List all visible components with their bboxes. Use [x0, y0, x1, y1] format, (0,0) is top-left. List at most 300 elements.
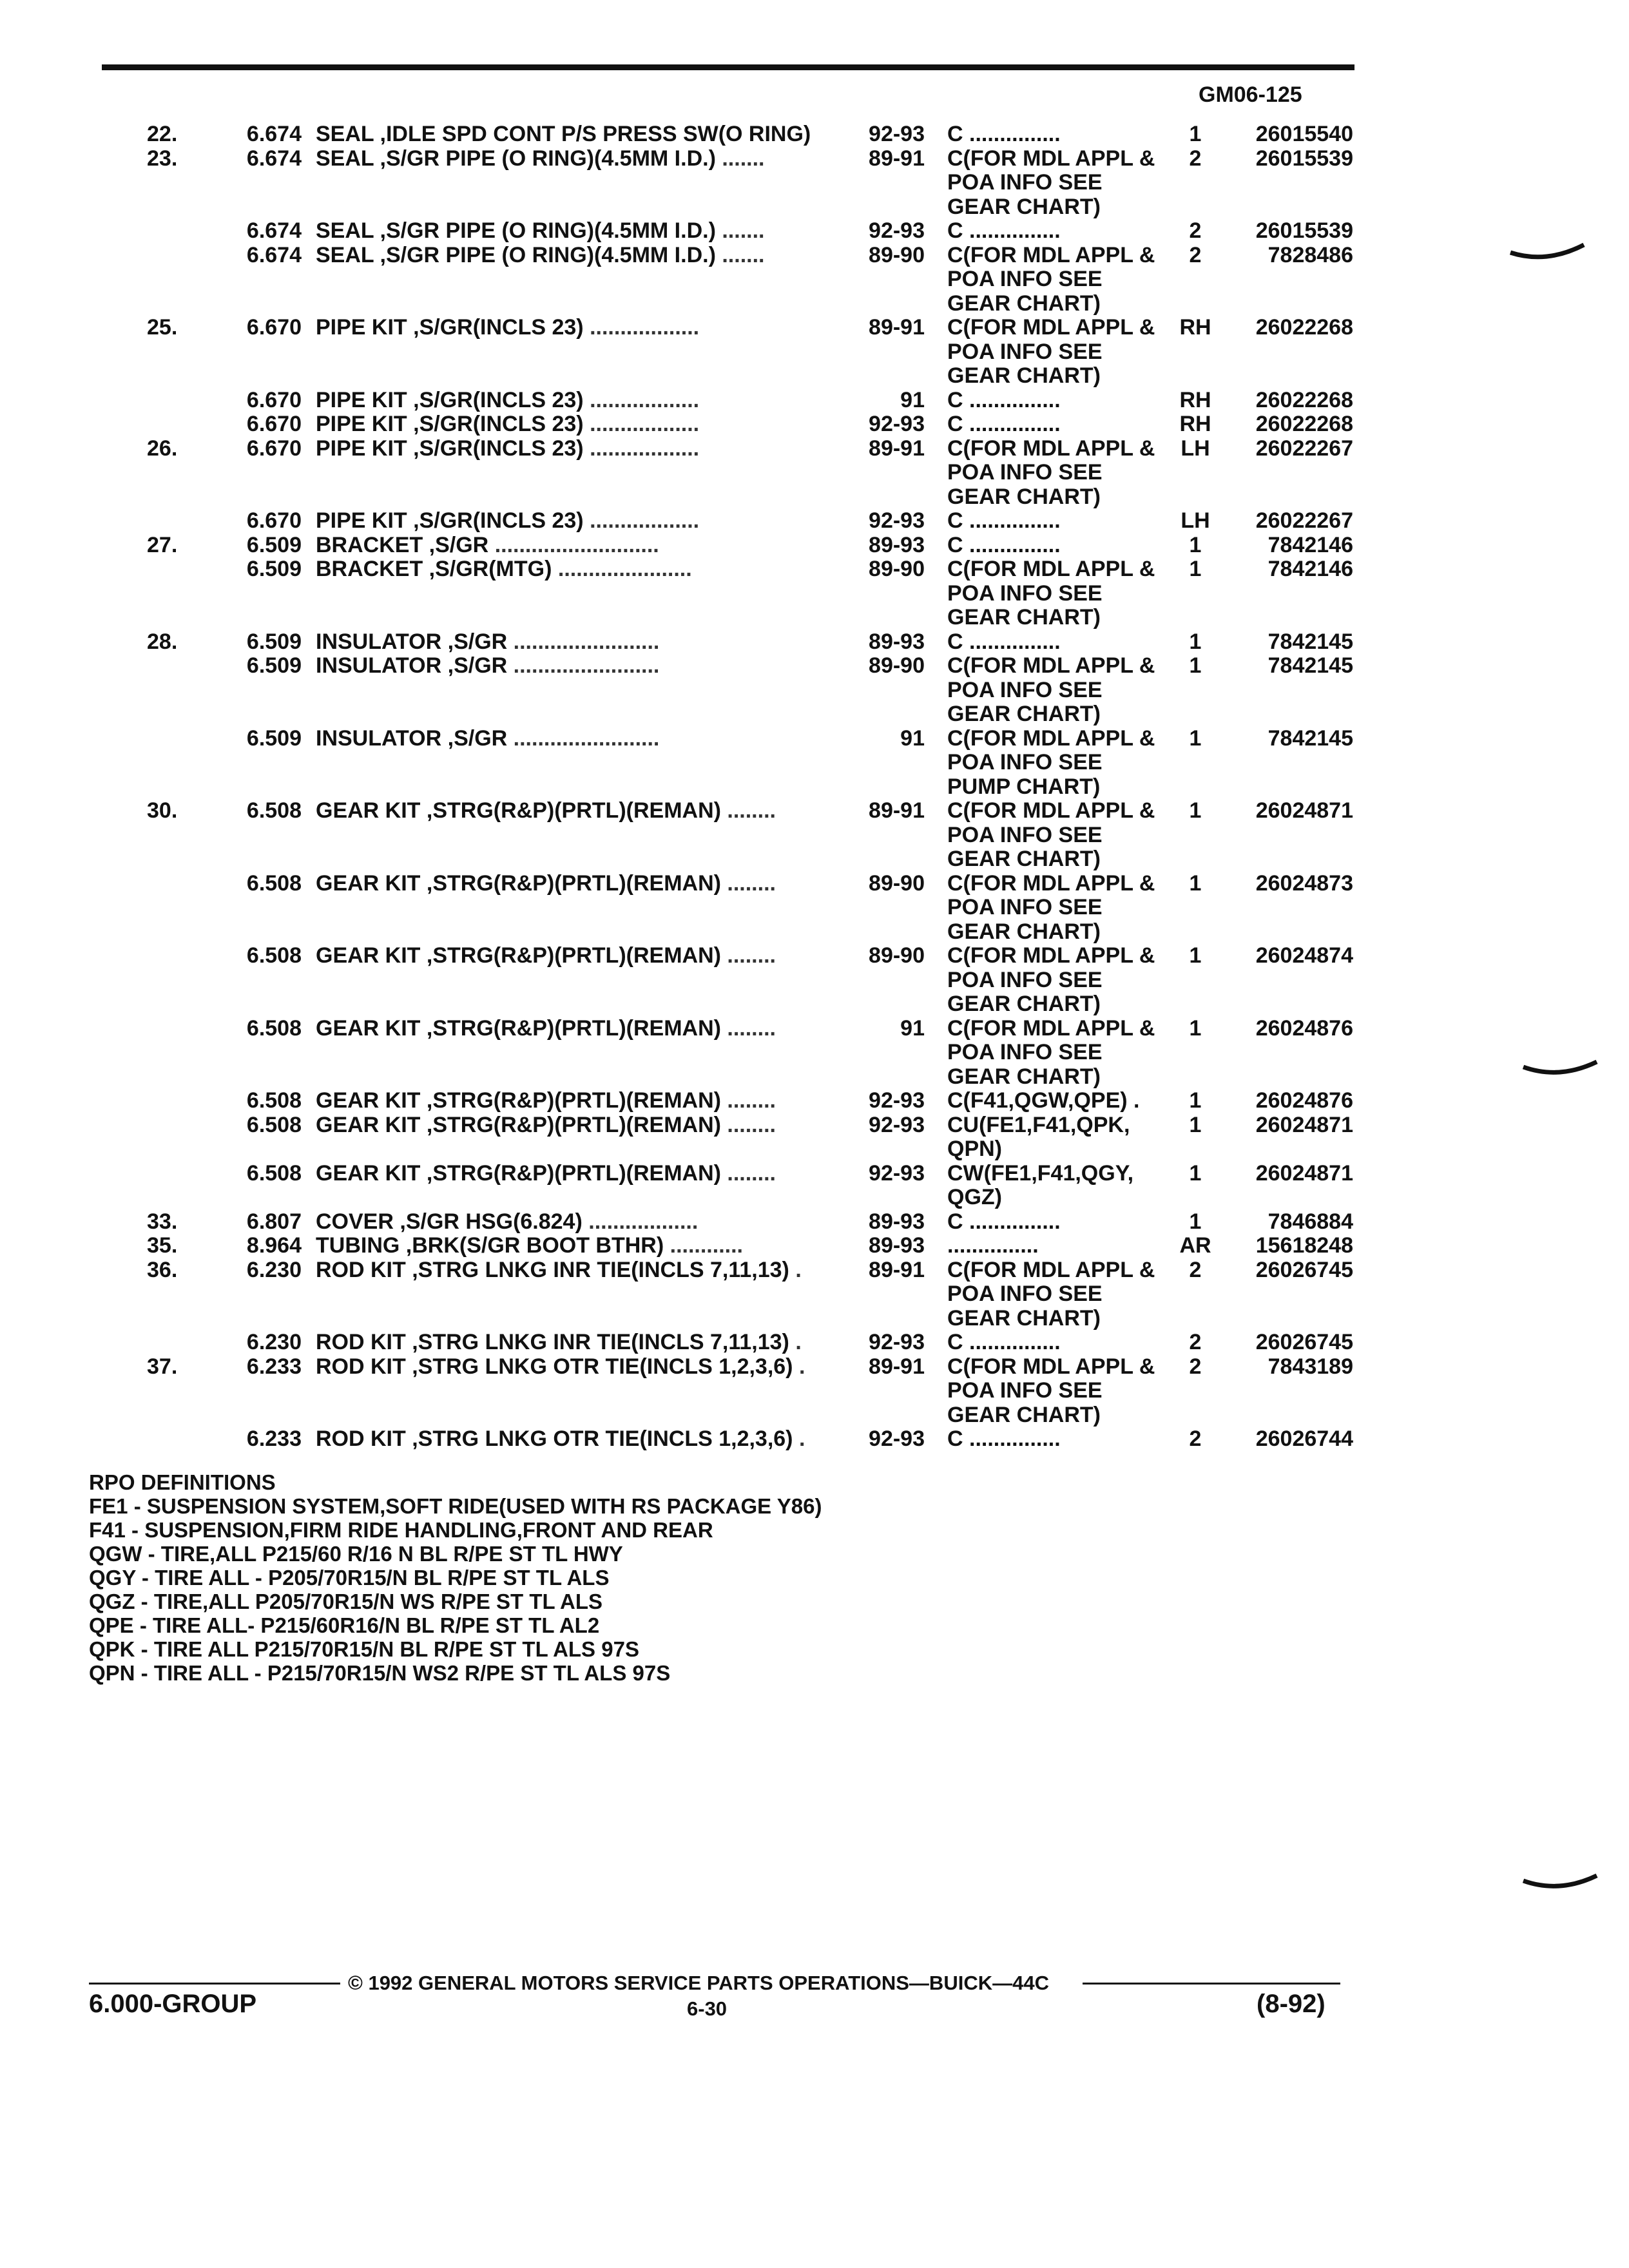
table-row — [0, 364, 1629, 389]
model-years: 89-90 — [869, 653, 925, 678]
rpo-title: RPO DEFINITIONS — [89, 1470, 276, 1494]
part-name: ROD KIT — [316, 1331, 406, 1354]
group-number: 6.508 — [246, 1112, 302, 1137]
table-row — [0, 968, 1629, 993]
table-row — [0, 1307, 1629, 1331]
part-description — [316, 1017, 863, 1041]
model-years: 89-93 — [869, 532, 925, 557]
part-name: PIPE KIT — [316, 388, 407, 412]
dot-leader: . — [793, 1354, 805, 1379]
part-description — [316, 799, 863, 823]
part-desc-detail: ,S/GR PIPE (O RING)(4.5MM I.D.) — [374, 243, 716, 267]
table-row — [0, 799, 1629, 823]
quantity: 1 — [1189, 1088, 1202, 1113]
part-desc-detail: ,BRK(S/GR BOOT BTHR) — [400, 1234, 664, 1258]
table-row — [0, 1041, 1629, 1065]
part-name: SEAL — [316, 146, 374, 171]
quantity: 1 — [1189, 1209, 1202, 1234]
application: C ............... — [947, 1209, 1061, 1234]
model-years: 89-91 — [869, 436, 925, 461]
group-number: 6.508 — [246, 943, 302, 968]
quantity: 2 — [1189, 1427, 1202, 1451]
quantity: 2 — [1189, 1257, 1202, 1282]
dot-leader: .................. — [582, 1209, 699, 1234]
group-number: 6.674 — [246, 242, 302, 267]
part-name: GEAR KIT — [316, 799, 421, 823]
part-name: SEAL — [316, 219, 374, 243]
ref-number: 25. — [147, 315, 178, 340]
dot-leader: .................. — [583, 509, 700, 533]
quantity: 1 — [1189, 653, 1202, 678]
part-desc-detail: ,S/GR(INCLS 23) — [407, 316, 584, 340]
group-number: 6.233 — [246, 1354, 302, 1379]
part-description — [316, 727, 863, 751]
table-row — [0, 461, 1629, 485]
model-years: 92-93 — [869, 218, 925, 243]
part-name: INSULATOR — [316, 726, 442, 751]
ref-number: 30. — [147, 798, 178, 823]
group-number: 6.508 — [246, 1088, 302, 1113]
part-name: INSULATOR — [316, 629, 442, 654]
table-row — [0, 316, 1629, 340]
table-row — [0, 1331, 1629, 1355]
application: POA INFO SEE — [947, 1379, 1103, 1403]
part-number: 26024874 — [1255, 943, 1353, 968]
dot-leader: .................. — [583, 436, 700, 461]
quantity: RH — [1179, 387, 1211, 412]
dot-leader: ........ — [720, 1161, 776, 1186]
part-number: 7842145 — [1268, 653, 1353, 678]
part-desc-detail: ,STRG LNKG OTR TIE(INCLS 1,2,3,6) — [405, 1354, 793, 1379]
application: C(FOR MDL APPL & — [947, 1016, 1155, 1041]
table-row — [0, 1162, 1629, 1186]
footer-group: 6.000-GROUP — [89, 1990, 257, 2018]
table-row — [0, 389, 1629, 413]
quantity: 2 — [1189, 1354, 1202, 1379]
model-years: 92-93 — [869, 1330, 925, 1354]
table-row — [0, 509, 1629, 533]
table-row — [0, 823, 1629, 848]
ref-number: 23. — [147, 146, 178, 171]
application: C(FOR MDL APPL & — [947, 944, 1155, 968]
part-desc-detail: ,S/GR — [441, 629, 508, 654]
table-row — [0, 1137, 1629, 1162]
application: GEAR CHART) — [947, 702, 1101, 726]
quantity: 1 — [1189, 1160, 1202, 1186]
table-row — [0, 702, 1629, 727]
quantity: RH — [1179, 412, 1211, 436]
application: C ............... — [947, 388, 1061, 412]
application: C(FOR MDL APPL & — [947, 726, 1155, 751]
table-row — [0, 1089, 1629, 1113]
dot-leader: . — [789, 1331, 802, 1354]
group-number: 6.230 — [246, 1330, 302, 1354]
table-row — [0, 944, 1629, 968]
dot-leader: ........ — [720, 944, 776, 968]
table-row — [0, 872, 1629, 896]
part-name: PIPE KIT — [316, 509, 407, 533]
group-number: 6.670 — [246, 315, 302, 340]
part-desc-detail: ,S/GR(INCLS 23) — [407, 388, 584, 412]
application: QGZ) — [947, 1186, 1002, 1209]
quantity: LH — [1181, 436, 1210, 461]
group-number: 6.670 — [246, 412, 302, 436]
application: C(FOR MDL APPL & — [947, 316, 1155, 340]
model-years: 89-90 — [869, 870, 925, 896]
margin-mark-2 — [1521, 1057, 1605, 1089]
model-years: 91 — [900, 726, 925, 751]
model-years: 89-91 — [869, 146, 925, 171]
application: GEAR CHART) — [947, 485, 1101, 509]
part-number: 26015539 — [1255, 146, 1353, 171]
dot-leader: .................. — [583, 388, 700, 412]
table-row — [0, 195, 1629, 220]
part-description — [316, 1331, 863, 1355]
part-name: GEAR KIT — [316, 1113, 421, 1137]
application: C(FOR MDL APPL & — [947, 871, 1155, 896]
footer-date: (8-92) — [1257, 1990, 1325, 2018]
quantity: 1 — [1189, 726, 1202, 751]
dot-leader: ........................ — [507, 654, 660, 678]
application: C ............... — [947, 533, 1061, 557]
part-desc-detail: ,S/GR — [441, 654, 508, 678]
rpo-line: QGW - TIRE,ALL P215/60 R/16 N BL R/PE ST TL HWY — [89, 1542, 623, 1566]
dot-leader: ........................ — [507, 726, 660, 751]
part-desc-detail: ,S/GR PIPE (O RING)(4.5MM I.D.) — [374, 219, 716, 243]
application: POA INFO SEE — [947, 267, 1103, 291]
table-row — [0, 340, 1629, 365]
model-years: 92-93 — [869, 122, 925, 146]
part-number: 26022268 — [1255, 387, 1353, 412]
rpo-line: QPE - TIRE ALL- P215/60R16/N BL R/PE ST TL AL2 — [89, 1613, 600, 1637]
table-row — [0, 267, 1629, 292]
application: C ............... — [947, 629, 1061, 654]
part-number: 15618248 — [1255, 1233, 1353, 1258]
application: POA INFO SEE — [947, 340, 1103, 364]
model-years: 89-91 — [869, 315, 925, 340]
application: POA INFO SEE — [947, 968, 1103, 992]
table-row — [0, 1403, 1629, 1428]
quantity: RH — [1179, 315, 1211, 340]
application: C ............... — [947, 122, 1061, 146]
application: C ............... — [947, 1427, 1061, 1451]
part-desc-detail: ,S/GR(INCLS 23) — [407, 412, 584, 436]
part-desc-detail: ,STRG(R&P)(PRTL)(REMAN) — [420, 1089, 721, 1113]
part-name: PIPE KIT — [316, 436, 407, 461]
application: POA INFO SEE — [947, 581, 1103, 606]
part-number: 26024871 — [1255, 1160, 1353, 1186]
part-number: 26026744 — [1255, 1427, 1353, 1451]
table-row — [0, 1113, 1629, 1138]
application: CU(FE1,F41,QPK, — [947, 1113, 1130, 1137]
model-years: 89-93 — [869, 1209, 925, 1234]
table-row — [0, 630, 1629, 655]
parts-list — [0, 122, 1629, 1452]
part-name: SEAL — [316, 243, 374, 267]
model-years: 92-93 — [869, 1160, 925, 1186]
ref-number: 22. — [147, 122, 178, 146]
table-row — [0, 582, 1629, 606]
table-row — [0, 244, 1629, 268]
part-description — [316, 1089, 863, 1113]
table-row — [0, 533, 1629, 558]
table-row — [0, 1210, 1629, 1235]
part-description — [316, 1234, 863, 1258]
application: GEAR CHART) — [947, 919, 1101, 944]
group-number: 6.670 — [246, 387, 302, 412]
part-number: 7843189 — [1268, 1354, 1353, 1379]
model-years: 89-93 — [869, 1233, 925, 1258]
dot-leader: ........ — [720, 1016, 776, 1041]
part-name: GEAR KIT — [316, 1016, 421, 1041]
part-desc-detail: ,S/GR PIPE (O RING)(4.5MM I.D.) — [374, 146, 716, 171]
application: CW(FE1,F41,QGY, — [947, 1161, 1134, 1186]
part-name: TUBING — [316, 1234, 400, 1258]
rpo-line: QGY - TIRE ALL - P205/70R15/N BL R/PE ST TL ALS — [89, 1566, 610, 1590]
group-number: 6.509 — [246, 653, 302, 678]
application: POA INFO SEE — [947, 823, 1103, 847]
rpo-definitions — [89, 1470, 822, 1685]
application: GEAR CHART) — [947, 291, 1101, 316]
application: C(F41,QGW,QPE) . — [947, 1089, 1140, 1113]
part-desc-detail: ,STRG(R&P)(PRTL)(REMAN) — [420, 944, 721, 968]
part-desc-detail: ,STRG(R&P)(PRTL)(REMAN) — [420, 871, 721, 896]
part-name: GEAR KIT — [316, 871, 421, 896]
part-desc-detail: ,STRG(R&P)(PRTL)(REMAN) — [420, 799, 721, 823]
dot-leader: ....... — [715, 219, 765, 243]
rpo-line: QPK - TIRE ALL P215/70R15/N BL R/PE ST TL ALS 97S — [89, 1637, 639, 1661]
part-number: 26022268 — [1255, 412, 1353, 436]
application: C(FOR MDL APPL & — [947, 557, 1155, 581]
dot-leader: ........................... — [488, 533, 659, 557]
rpo-line: FE1 - SUSPENSION SYSTEM,SOFT RIDE(USED WITH RS PACKAGE Y86) — [89, 1494, 822, 1518]
model-years: 89-90 — [869, 242, 925, 267]
application: C ............... — [947, 219, 1061, 243]
part-name: ROD KIT — [316, 1258, 406, 1282]
part-desc-detail: ,STRG(R&P)(PRTL)(REMAN) — [420, 1161, 721, 1186]
application: GEAR CHART) — [947, 195, 1101, 219]
table-row — [0, 412, 1629, 437]
part-number: 7828486 — [1268, 242, 1353, 267]
part-description — [316, 122, 863, 147]
application: C ............... — [947, 412, 1061, 436]
quantity: 1 — [1189, 532, 1202, 557]
quantity: 2 — [1189, 1330, 1202, 1354]
margin-mark-1 — [1508, 238, 1592, 271]
part-number: 7842145 — [1268, 726, 1353, 751]
dot-leader: ....... — [715, 243, 765, 267]
quantity: LH — [1181, 508, 1210, 533]
model-years: 89-90 — [869, 943, 925, 968]
dot-leader: ........ — [720, 871, 776, 896]
table-row — [0, 1282, 1629, 1307]
dot-leader: ........................ — [507, 629, 660, 654]
table-row — [0, 1065, 1629, 1090]
part-description — [316, 1427, 863, 1452]
part-name: GEAR KIT — [316, 1089, 421, 1113]
footer-copyright: © 1992 GENERAL MOTORS SERVICE PARTS OPERATIONS—BUICK—44C — [348, 1972, 1049, 1994]
part-description — [316, 244, 863, 268]
page-code: GM06-125 — [1199, 82, 1302, 107]
application: C(FOR MDL APPL & — [947, 1354, 1155, 1379]
application: C(FOR MDL APPL & — [947, 799, 1155, 823]
part-description — [316, 219, 863, 244]
part-desc-detail: ,S/GR — [441, 726, 508, 751]
application: POA INFO SEE — [947, 461, 1103, 485]
part-number: 26024876 — [1255, 1088, 1353, 1113]
part-number: 26022267 — [1255, 436, 1353, 461]
part-name: PIPE KIT — [316, 316, 407, 340]
model-years: 91 — [900, 387, 925, 412]
table-row — [0, 557, 1629, 582]
part-description — [316, 944, 863, 968]
part-desc-detail: ,S/GR — [423, 533, 489, 557]
quantity: 1 — [1189, 122, 1202, 146]
part-number: 26024871 — [1255, 1112, 1353, 1137]
quantity: 2 — [1189, 146, 1202, 171]
table-row — [0, 1186, 1629, 1210]
table-row — [0, 171, 1629, 195]
part-desc-detail: ,S/GR(MTG) — [423, 557, 552, 581]
application: C(FOR MDL APPL & — [947, 1258, 1155, 1282]
table-row — [0, 485, 1629, 510]
application: GEAR CHART) — [947, 1306, 1101, 1331]
part-name: ROD KIT — [316, 1354, 406, 1379]
dot-leader: ........ — [720, 1089, 776, 1113]
dot-leader: ....... — [715, 146, 765, 171]
part-name: COVER — [316, 1209, 394, 1234]
table-row — [0, 122, 1629, 147]
application: C ............... — [947, 1331, 1061, 1354]
table-row — [0, 606, 1629, 630]
dot-leader: . — [789, 1258, 802, 1282]
part-desc-detail: ,STRG LNKG INR TIE(INCLS 7,11,13) — [405, 1258, 789, 1282]
table-row — [0, 1234, 1629, 1258]
part-name: SEAL — [316, 122, 374, 146]
part-description — [316, 1113, 863, 1138]
table-row — [0, 992, 1629, 1017]
application: QPN) — [947, 1137, 1002, 1161]
table-row — [0, 920, 1629, 945]
dot-leader: ........ — [720, 799, 776, 823]
ref-number: 35. — [147, 1233, 178, 1258]
group-number: 6.670 — [246, 508, 302, 533]
quantity: 1 — [1189, 798, 1202, 823]
application: GEAR CHART) — [947, 364, 1101, 388]
part-number: 7842146 — [1268, 532, 1353, 557]
application: POA INFO SEE — [947, 751, 1103, 774]
part-number: 26015539 — [1255, 218, 1353, 243]
quantity: 2 — [1189, 242, 1202, 267]
part-name: ROD KIT — [316, 1427, 406, 1451]
rpo-line: QGZ - TIRE,ALL P205/70R15/N WS R/PE ST TL ALS — [89, 1590, 603, 1613]
table-row — [0, 1017, 1629, 1041]
part-name: BRACKET — [316, 557, 423, 581]
ref-number: 27. — [147, 532, 178, 557]
part-description — [316, 509, 863, 533]
rpo-line: F41 - SUSPENSION,FIRM RIDE HANDLING,FRONT AND REAR — [89, 1518, 713, 1542]
part-number: 26024871 — [1255, 798, 1353, 823]
quantity: 1 — [1189, 1015, 1202, 1041]
model-years: 89-90 — [869, 557, 925, 581]
quantity: 2 — [1189, 218, 1202, 243]
table-row — [0, 292, 1629, 316]
table-row — [0, 1427, 1629, 1452]
group-number: 6.674 — [246, 218, 302, 243]
ref-number: 36. — [147, 1257, 178, 1282]
group-number: 6.230 — [246, 1257, 302, 1282]
model-years: 89-91 — [869, 1354, 925, 1379]
application: C(FOR MDL APPL & — [947, 436, 1155, 461]
part-description — [316, 654, 863, 678]
part-name: PIPE KIT — [316, 412, 407, 436]
footer-page-number: 6-30 — [687, 1997, 728, 2020]
application: GEAR CHART) — [947, 1403, 1101, 1427]
group-number: 6.509 — [246, 532, 302, 557]
part-desc-detail: ,S/GR HSG(6.824) — [393, 1209, 583, 1234]
part-description — [316, 1258, 863, 1283]
part-desc-detail: ,IDLE SPD CONT P/S PRESS SW(O RING) — [374, 122, 811, 146]
part-number: 7842146 — [1268, 557, 1353, 581]
model-years: 92-93 — [869, 1112, 925, 1137]
ref-number: 28. — [147, 629, 178, 654]
application: ............... — [947, 1234, 1039, 1258]
application: POA INFO SEE — [947, 1041, 1103, 1064]
table-row — [0, 678, 1629, 703]
part-description — [316, 389, 863, 413]
group-number: 6.233 — [246, 1427, 302, 1451]
application: PUMP CHART) — [947, 774, 1101, 799]
quantity: 1 — [1189, 943, 1202, 968]
model-years: 89-91 — [869, 798, 925, 823]
ref-number: 37. — [147, 1354, 178, 1379]
application: C ............... — [947, 509, 1061, 533]
part-number: 26022267 — [1255, 508, 1353, 533]
group-number: 6.509 — [246, 629, 302, 654]
group-number: 6.674 — [246, 146, 302, 171]
part-description — [316, 557, 863, 582]
top-rule — [102, 64, 1354, 70]
part-description — [316, 316, 863, 340]
footer-rule-left — [89, 1983, 340, 1984]
table-row — [0, 1379, 1629, 1403]
table-row — [0, 219, 1629, 244]
group-number: 6.509 — [246, 726, 302, 751]
part-description — [316, 1162, 863, 1186]
quantity: 1 — [1189, 870, 1202, 896]
application: POA INFO SEE — [947, 1282, 1103, 1306]
dot-leader: ............ — [664, 1234, 743, 1258]
part-number: 26015540 — [1255, 122, 1353, 146]
group-number: 6.508 — [246, 798, 302, 823]
part-desc-detail: ,STRG LNKG OTR TIE(INCLS 1,2,3,6) — [405, 1427, 793, 1451]
rpo-lines — [89, 1494, 822, 1685]
part-description — [316, 1355, 863, 1379]
dot-leader: ........ — [720, 1113, 776, 1137]
table-row — [0, 147, 1629, 171]
table-row — [0, 847, 1629, 872]
part-name: INSULATOR — [316, 654, 442, 678]
part-name: GEAR KIT — [316, 1161, 421, 1186]
group-number: 6.508 — [246, 1015, 302, 1041]
application: C(FOR MDL APPL & — [947, 654, 1155, 678]
part-description — [316, 147, 863, 171]
part-name: GEAR KIT — [316, 944, 421, 968]
part-desc-detail: ,S/GR(INCLS 23) — [407, 436, 584, 461]
part-description — [316, 533, 863, 558]
table-row — [0, 654, 1629, 678]
group-number: 6.508 — [246, 870, 302, 896]
